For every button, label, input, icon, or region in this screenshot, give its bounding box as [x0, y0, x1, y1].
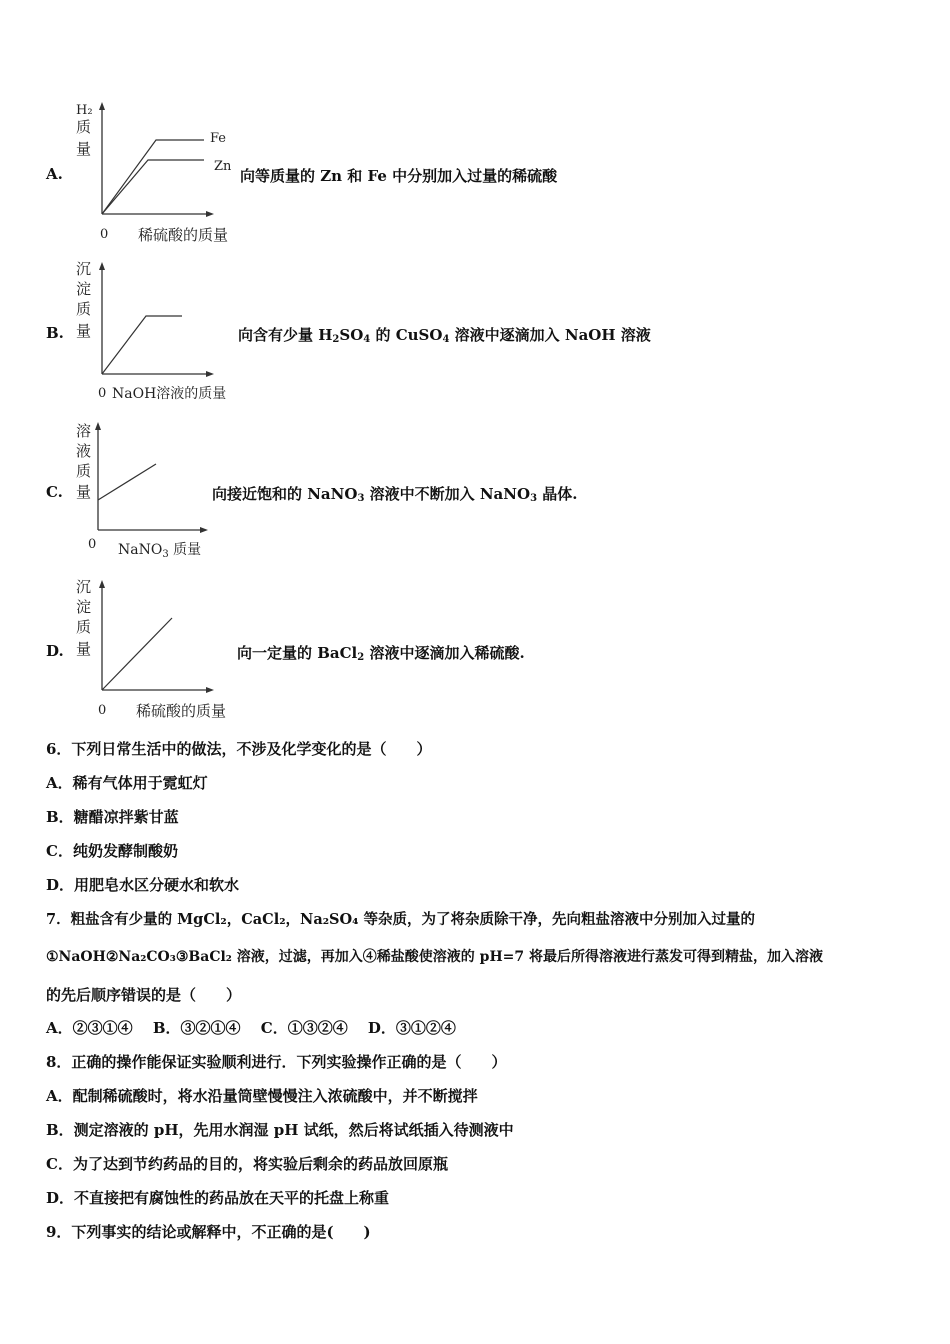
- q7-choices: A．②③①④ B．③②①④ C．①③②④ D．③①②④: [46, 1019, 456, 1037]
- q6-stem: 6．下列日常生活中的做法，不涉及化学变化的是（ ）: [46, 740, 432, 758]
- graph-c-ylabel-4: 量: [76, 483, 92, 501]
- option-a-description: 向等质量的 Zn 和 Fe 中分别加入过量的稀硫酸: [240, 167, 558, 185]
- graph-c-ylabel-2: 液: [76, 442, 92, 460]
- option-c-description: 向接近饱和的 NaNO$_3$ 溶液中不断加入 NaNO$_3$ 晶体.: [212, 485, 578, 504]
- graph-b-ylabel-2: 淀: [76, 280, 92, 298]
- curve-label-fe: Fe: [210, 131, 227, 146]
- graph-d-xlabel: 稀硫酸的质量: [136, 702, 227, 720]
- curve-fe: [102, 140, 204, 214]
- graph-d: [70, 574, 250, 724]
- graph-a-ylabel-1: H₂: [76, 103, 93, 118]
- q8-stem: 8．正确的操作能保证实验顺利进行．下列实验操作正确的是（ ）: [46, 1053, 507, 1071]
- option-a-letter: A.: [46, 165, 63, 183]
- graph-d-ylabel-2: 淀: [76, 598, 92, 616]
- q6-choice-d: D．用肥皂水区分硬水和软水: [46, 876, 240, 894]
- graph-a-xlabel: 稀硫酸的质量: [138, 226, 229, 244]
- curve-d: [102, 618, 172, 690]
- graph-b-ylabel-4: 量: [76, 322, 92, 340]
- graph-d-ylabel-1: 沉: [76, 578, 92, 596]
- graph-d-ylabel-4: 量: [76, 640, 92, 658]
- curve-b: [102, 316, 182, 374]
- q9-stem: 9．下列事实的结论或解释中，不正确的是( ): [46, 1223, 371, 1241]
- option-b-description: 向含有少量 $H_2SO_4$ 的 CuSO$_4$ 溶液中逐滴加入 NaOH 溶液: [238, 326, 651, 345]
- graph-d-ylabel-3: 质: [76, 618, 92, 636]
- option-c-letter: C.: [46, 483, 63, 501]
- q8-choice-a: A．配制稀硫酸时，将水沿量筒壁慢慢注入浓硫酸中，并不断搅拌: [46, 1087, 478, 1105]
- q7-line-1: 7．粗盐含有少量的 MgCl₂，CaCl₂，Na₂SO₄ 等杂质，为了将杂质除干净，先向粗盐溶液中分别加入过量的: [46, 911, 756, 928]
- q6-choice-b: B．糖醋凉拌紫甘蓝: [46, 808, 179, 826]
- graph-c-ylabel-3: 质: [76, 462, 92, 480]
- q8-choice-b: B．测定溶液的 pH，先用水润湿 pH 试纸，然后将试纸插入待测液中: [46, 1121, 514, 1139]
- graph-b-origin: 0: [98, 386, 107, 401]
- graph-b-ylabel-3: 质: [76, 300, 92, 318]
- graph-b-xlabel: NaOH溶液的质量: [112, 386, 227, 402]
- graph-a: [70, 98, 250, 248]
- graph-c-xlabel: NaNO$_3$ 质量: [118, 542, 202, 560]
- option-d-description: 向一定量的 BaCl$_2$ 溶液中逐滴加入稀硫酸.: [237, 644, 525, 663]
- graph-c-ylabel-1: 溶: [76, 422, 92, 440]
- q6-choice-a: A．稀有气体用于霓虹灯: [46, 774, 208, 792]
- option-b-letter: B.: [46, 324, 64, 342]
- q8-choice-d: D．不直接把有腐蚀性的药品放在天平的托盘上称重: [46, 1189, 390, 1207]
- option-d-letter: D.: [46, 642, 64, 660]
- graph-a-ylabel-3: 量: [76, 140, 92, 158]
- q8-choice-c: C．为了达到节约药品的目的，将实验后剩余的药品放回原瓶: [46, 1155, 448, 1173]
- graph-c-origin: 0: [88, 537, 97, 552]
- graph-b-ylabel-1: 沉: [76, 260, 92, 278]
- q7-line-2: ①NaOH②Na₂CO₃③BaCl₂ 溶液，过滤，再加入④稀盐酸使溶液的 pH=7 将最后所得溶液进行蒸发可得到精盐，加入溶液: [46, 949, 824, 965]
- graph-b: [70, 256, 250, 406]
- graph-d-origin: 0: [98, 703, 107, 718]
- graph-a-origin: 0: [100, 227, 109, 242]
- graph-a-ylabel-2: 质: [76, 118, 92, 136]
- curve-c: [98, 464, 156, 500]
- curve-label-zn: Zn: [214, 159, 232, 174]
- q6-choice-c: C．纯奶发酵制酸奶: [46, 842, 178, 860]
- curve-zn: [102, 160, 204, 214]
- q7-line-3: 的先后顺序错误的是（ ）: [46, 986, 242, 1004]
